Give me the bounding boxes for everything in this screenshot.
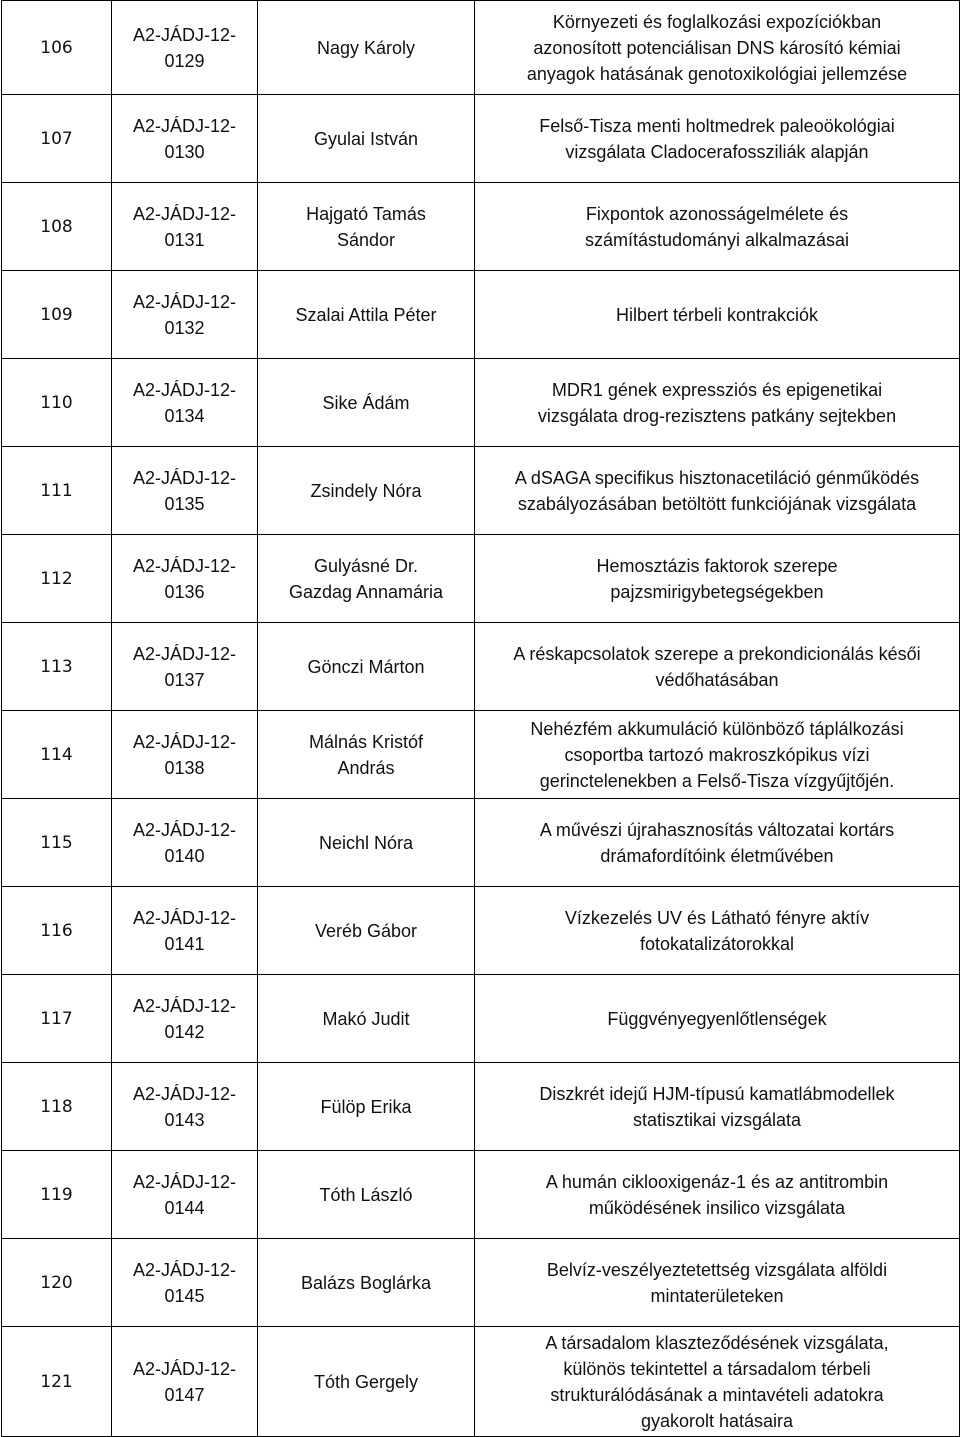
table-row	[2, 95, 960, 183]
project-title: Belvíz-veszélyeztetettség vizsgálata alföldi mintaterületeken	[475, 1239, 960, 1327]
table-row	[2, 799, 960, 887]
project-title: Nehézfém akkumuláció különböző táplálkozási csoportba tartozó makroszkópikus vízi gerinctelenekben a Felső-Tisza vízgyűjtőjén.	[475, 711, 960, 799]
researcher-name: Zsindely Nóra	[258, 447, 475, 535]
table-row	[2, 1151, 960, 1239]
researcher-name: Neichl Nóra	[258, 799, 475, 887]
researcher-name: Tóth Gergely	[258, 1327, 475, 1437]
project-code: A2-JÁDJ-12- 0138	[112, 711, 258, 799]
project-title: Diszkrét idejű HJM-típusú kamatlábmodellek statisztikai vizsgálata	[475, 1063, 960, 1151]
researcher-name: Málnás Kristóf András	[258, 711, 475, 799]
row-number: 110	[2, 359, 112, 447]
researcher-name: Gulyásné Dr. Gazdag Annamária	[258, 535, 475, 623]
researcher-name: Veréb Gábor	[258, 887, 475, 975]
project-title: MDR1 gének expressziós és epigenetikai vizsgálata drog-rezisztens patkány sejtekben	[475, 359, 960, 447]
row-number: 115	[2, 799, 112, 887]
project-title: Környezeti és foglalkozási expozíciókban azonosított potenciálisan DNS károsító kémiai anyagok hatásának genotoxikológiai jellemzése	[475, 1, 960, 95]
table-row	[2, 1063, 960, 1151]
row-number: 120	[2, 1239, 112, 1327]
table-row	[2, 183, 960, 271]
table-row	[2, 535, 960, 623]
row-number: 117	[2, 975, 112, 1063]
project-code: A2-JÁDJ-12- 0136	[112, 535, 258, 623]
project-title: Fixpontok azonosságelmélete és számítástudományi alkalmazásai	[475, 183, 960, 271]
table-row	[2, 271, 960, 359]
row-number: 108	[2, 183, 112, 271]
table-row	[2, 359, 960, 447]
project-code: A2-JÁDJ-12- 0137	[112, 623, 258, 711]
project-title: Felső-Tisza menti holtmedrek paleoökológiai vizsgálata Cladocerafossziliák alapján	[475, 95, 960, 183]
table-row	[2, 447, 960, 535]
researcher-name: Tóth László	[258, 1151, 475, 1239]
researcher-name: Gyulai István	[258, 95, 475, 183]
table-row	[2, 975, 960, 1063]
project-title: A művészi újrahasznosítás változatai kortárs drámafordítóink életművében	[475, 799, 960, 887]
project-title: Hilbert térbeli kontrakciók	[475, 271, 960, 359]
row-number: 114	[2, 711, 112, 799]
project-code: A2-JÁDJ-12- 0129	[112, 1, 258, 95]
project-code: A2-JÁDJ-12- 0131	[112, 183, 258, 271]
project-title: A dSAGA specifikus hisztonacetiláció génműködés szabályozásában betöltött funkciójának vizsgálata	[475, 447, 960, 535]
project-title: Függvényegyenlőtlenségek	[475, 975, 960, 1063]
project-title: A társadalom klaszteződésének vizsgálata, különös tekintettel a társadalom térbeli strukturálódásának a mintavételi adatokra gyakorolt hatásaira	[475, 1327, 960, 1437]
row-number: 121	[2, 1327, 112, 1437]
project-code: A2-JÁDJ-12- 0130	[112, 95, 258, 183]
researcher-name: Sike Ádám	[258, 359, 475, 447]
row-number: 109	[2, 271, 112, 359]
row-number: 107	[2, 95, 112, 183]
table-row	[2, 887, 960, 975]
row-number: 111	[2, 447, 112, 535]
project-title: Hemosztázis faktorok szerepe pajzsmirigybetegségekben	[475, 535, 960, 623]
table-row	[2, 1, 960, 95]
researcher-name: Makó Judit	[258, 975, 475, 1063]
researcher-name: Hajgató Tamás Sándor	[258, 183, 475, 271]
table-row	[2, 1327, 960, 1437]
project-code: A2-JÁDJ-12- 0143	[112, 1063, 258, 1151]
researcher-name: Balázs Boglárka	[258, 1239, 475, 1327]
project-code: A2-JÁDJ-12- 0145	[112, 1239, 258, 1327]
row-number: 112	[2, 535, 112, 623]
project-code: A2-JÁDJ-12- 0140	[112, 799, 258, 887]
researcher-name: Fülöp Erika	[258, 1063, 475, 1151]
projects-table	[1, 0, 960, 1437]
project-title: Vízkezelés UV és Látható fényre aktív fotokatalizátorokkal	[475, 887, 960, 975]
row-number: 106	[2, 1, 112, 95]
project-title: A humán ciklooxigenáz-1 és az antitrombin működésének insilico vizsgálata	[475, 1151, 960, 1239]
table-row	[2, 1239, 960, 1327]
projects-table-body	[2, 1, 960, 1437]
project-code: A2-JÁDJ-12- 0134	[112, 359, 258, 447]
project-code: A2-JÁDJ-12- 0144	[112, 1151, 258, 1239]
project-title: A réskapcsolatok szerepe a prekondicionálás késői védőhatásában	[475, 623, 960, 711]
researcher-name: Szalai Attila Péter	[258, 271, 475, 359]
project-code: A2-JÁDJ-12- 0147	[112, 1327, 258, 1437]
project-code: A2-JÁDJ-12- 0142	[112, 975, 258, 1063]
table-row	[2, 711, 960, 799]
row-number: 113	[2, 623, 112, 711]
researcher-name: Nagy Károly	[258, 1, 475, 95]
row-number: 118	[2, 1063, 112, 1151]
row-number: 116	[2, 887, 112, 975]
researcher-name: Gönczi Márton	[258, 623, 475, 711]
project-code: A2-JÁDJ-12- 0141	[112, 887, 258, 975]
row-number: 119	[2, 1151, 112, 1239]
project-code: A2-JÁDJ-12- 0135	[112, 447, 258, 535]
table-row	[2, 623, 960, 711]
project-code: A2-JÁDJ-12- 0132	[112, 271, 258, 359]
